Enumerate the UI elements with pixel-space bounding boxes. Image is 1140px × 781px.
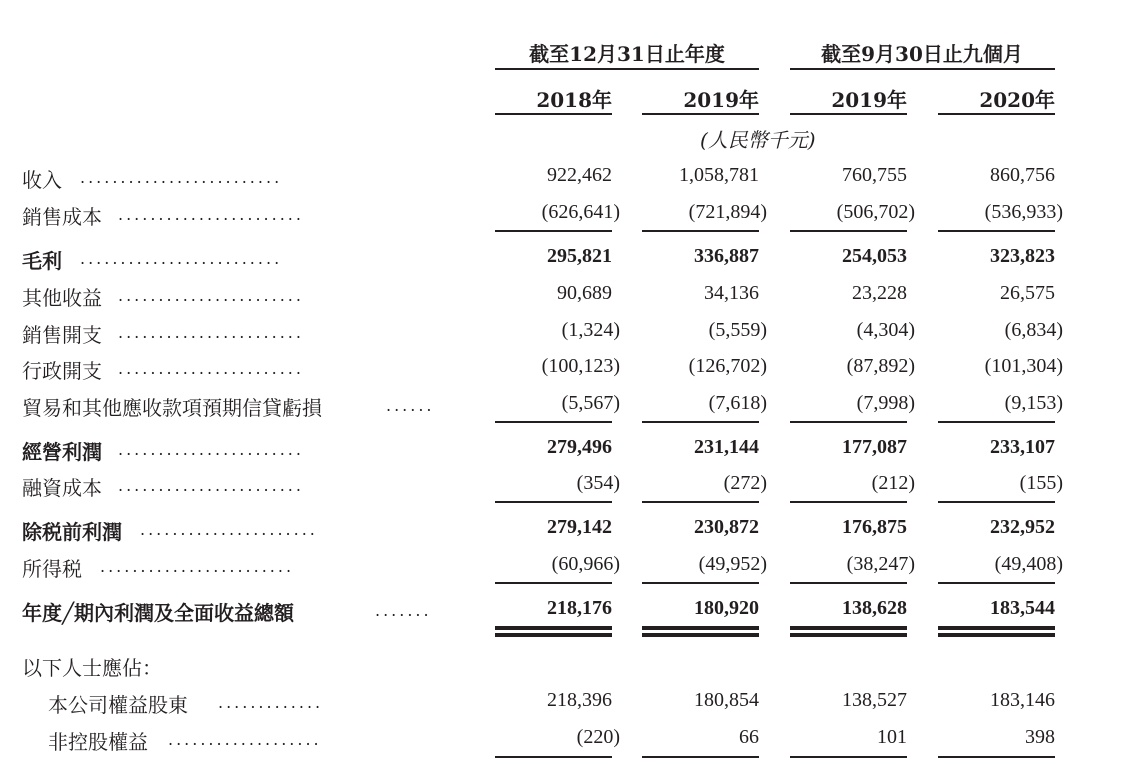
row-label-profit-before-tax: 除税前利潤 bbox=[22, 520, 122, 544]
row-value: 323,823 bbox=[990, 245, 1055, 267]
row-value: (100,123) bbox=[541, 355, 620, 377]
row-value: (6,834) bbox=[1004, 319, 1063, 341]
subtotal-rule bbox=[642, 421, 759, 423]
subtotal-rule bbox=[938, 421, 1055, 423]
row-label-attributable-to: 以下人士應佔： bbox=[22, 656, 162, 680]
subtotal-rule bbox=[642, 501, 759, 503]
year-rule-3 bbox=[790, 113, 907, 115]
leader-dots: ....................... bbox=[118, 286, 304, 305]
subtotal-rule bbox=[495, 501, 612, 503]
row-value: (721,894) bbox=[688, 201, 767, 223]
subtotal-rule bbox=[495, 230, 612, 232]
row-value: 180,920 bbox=[694, 597, 759, 619]
row-value: (4,304) bbox=[856, 319, 915, 341]
row-value: 183,146 bbox=[990, 689, 1055, 711]
total-double-rule bbox=[790, 633, 907, 637]
row-value: (220) bbox=[576, 726, 620, 748]
row-value: (1,324) bbox=[561, 319, 620, 341]
bottom-rule bbox=[642, 756, 759, 758]
row-value: 398 bbox=[1025, 726, 1055, 748]
row-value: 922,462 bbox=[547, 164, 612, 186]
year-rule-4 bbox=[938, 113, 1055, 115]
row-value: (354) bbox=[576, 472, 620, 494]
row-value: 180,854 bbox=[694, 689, 759, 711]
row-value: (536,933) bbox=[984, 201, 1063, 223]
leader-dots: ......................... bbox=[80, 168, 283, 187]
subtotal-rule bbox=[790, 582, 907, 584]
row-value: 138,628 bbox=[842, 597, 907, 619]
row-value: 23,228 bbox=[852, 282, 907, 304]
row-label-income-tax: 所得税 bbox=[22, 557, 82, 581]
row-label-gross-profit: 毛利 bbox=[22, 249, 62, 273]
subtotal-rule bbox=[495, 582, 612, 584]
row-value: 177,087 bbox=[842, 436, 907, 458]
row-label-admin-expenses: 行政開支 bbox=[22, 359, 102, 383]
bottom-rule bbox=[790, 756, 907, 758]
total-double-rule bbox=[495, 626, 612, 630]
period-header-year-ended: 截至12月31日止年度 bbox=[529, 42, 725, 66]
row-value: (7,618) bbox=[708, 392, 767, 414]
leader-dots: ....................... bbox=[118, 323, 304, 342]
row-value: 231,144 bbox=[694, 436, 759, 458]
row-label-equity-shareholders: 本公司權益股東 bbox=[48, 693, 188, 717]
subtotal-rule bbox=[495, 421, 612, 423]
row-value: (506,702) bbox=[836, 201, 915, 223]
year-rule-2 bbox=[642, 113, 759, 115]
leader-dots: ....................... bbox=[118, 359, 304, 378]
total-double-rule bbox=[938, 633, 1055, 637]
leader-dots: ......................... bbox=[80, 249, 283, 268]
row-label-other-income: 其他收益 bbox=[22, 286, 102, 310]
row-value: 233,107 bbox=[990, 436, 1055, 458]
row-value: 26,575 bbox=[1000, 282, 1055, 304]
row-value: 183,544 bbox=[990, 597, 1055, 619]
row-value: (101,304) bbox=[984, 355, 1063, 377]
row-value: (155) bbox=[1019, 472, 1063, 494]
row-label-revenue: 收入 bbox=[22, 168, 62, 192]
row-value: (7,998) bbox=[856, 392, 915, 414]
year-col-4: 2020年 bbox=[979, 88, 1055, 112]
leader-dots: ....................... bbox=[118, 476, 304, 495]
row-value: 176,875 bbox=[842, 516, 907, 538]
row-value: 1,058,781 bbox=[679, 164, 759, 186]
row-value: 760,755 bbox=[842, 164, 907, 186]
row-value: (9,153) bbox=[1004, 392, 1063, 414]
row-label-total-comprehensive-income: 年度╱期內利潤及全面收益總額 bbox=[22, 601, 295, 625]
row-value: 218,176 bbox=[547, 597, 612, 619]
row-label-finance-costs: 融資成本 bbox=[22, 476, 102, 500]
row-value: (38,247) bbox=[846, 553, 915, 575]
subtotal-rule bbox=[642, 230, 759, 232]
year-rule-1 bbox=[495, 113, 612, 115]
bottom-rule bbox=[938, 756, 1055, 758]
row-label-expected-credit-loss: 貿易和其他應收款項預期信貸虧損 bbox=[22, 396, 322, 420]
row-value: 218,396 bbox=[547, 689, 612, 711]
subtotal-rule bbox=[938, 230, 1055, 232]
row-value: 860,756 bbox=[990, 164, 1055, 186]
row-value: (49,952) bbox=[698, 553, 767, 575]
row-value: 295,821 bbox=[547, 245, 612, 267]
row-value: 232,952 bbox=[990, 516, 1055, 538]
total-double-rule bbox=[495, 633, 612, 637]
leader-dots: ....................... bbox=[118, 205, 304, 224]
row-value: 101 bbox=[877, 726, 907, 748]
row-value: (212) bbox=[871, 472, 915, 494]
row-value: 138,527 bbox=[842, 689, 907, 711]
total-double-rule bbox=[642, 626, 759, 630]
row-value: 34,136 bbox=[704, 282, 759, 304]
year-col-3: 2019年 bbox=[831, 88, 907, 112]
row-label-selling-expenses: 銷售開支 bbox=[22, 323, 102, 347]
header-group-rule-1 bbox=[495, 68, 759, 70]
leader-dots: ................... bbox=[168, 730, 322, 749]
row-value: 90,689 bbox=[557, 282, 612, 304]
subtotal-rule bbox=[642, 582, 759, 584]
leader-dots: ....... bbox=[375, 601, 432, 620]
bottom-rule bbox=[495, 756, 612, 758]
row-value: 279,496 bbox=[547, 436, 612, 458]
row-value: (5,567) bbox=[561, 392, 620, 414]
subtotal-rule bbox=[790, 230, 907, 232]
total-double-rule bbox=[938, 626, 1055, 630]
row-label-operating-profit: 經營利潤 bbox=[22, 440, 102, 464]
subtotal-rule bbox=[790, 421, 907, 423]
period-header-nine-months: 截至9月30日止九個月 bbox=[821, 42, 1023, 66]
leader-dots: ............. bbox=[218, 693, 324, 712]
row-value: 254,053 bbox=[842, 245, 907, 267]
row-value: (626,641) bbox=[541, 201, 620, 223]
leader-dots: ........................ bbox=[100, 557, 295, 576]
row-label-non-controlling-interests: 非控股權益 bbox=[48, 730, 148, 754]
total-double-rule bbox=[642, 633, 759, 637]
subtotal-rule bbox=[938, 501, 1055, 503]
row-value: 230,872 bbox=[694, 516, 759, 538]
row-value: (126,702) bbox=[688, 355, 767, 377]
leader-dots: ....................... bbox=[118, 440, 304, 459]
year-col-1: 2018年 bbox=[536, 88, 612, 112]
row-value: (60,966) bbox=[551, 553, 620, 575]
leader-dots: ...................... bbox=[140, 520, 318, 539]
row-value: (87,892) bbox=[846, 355, 915, 377]
row-value: (272) bbox=[723, 472, 767, 494]
subtotal-rule bbox=[790, 501, 907, 503]
year-col-2: 2019年 bbox=[683, 88, 759, 112]
subtotal-rule bbox=[938, 582, 1055, 584]
row-value: 336,887 bbox=[694, 245, 759, 267]
leader-dots: ...... bbox=[386, 396, 435, 415]
row-value: 66 bbox=[739, 726, 759, 748]
row-value: (5,559) bbox=[708, 319, 767, 341]
row-value: 279,142 bbox=[547, 516, 612, 538]
currency-unit: (人民幣千元) bbox=[700, 128, 816, 152]
row-label-cost-of-sales: 銷售成本 bbox=[22, 205, 102, 229]
header-group-rule-2 bbox=[790, 68, 1055, 70]
total-double-rule bbox=[790, 626, 907, 630]
row-value: (49,408) bbox=[994, 553, 1063, 575]
